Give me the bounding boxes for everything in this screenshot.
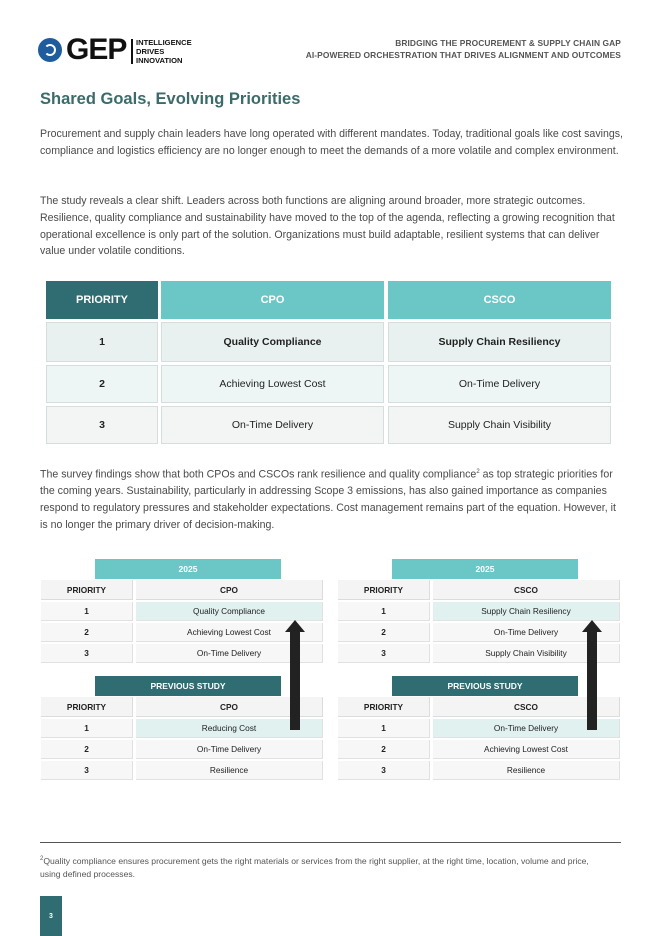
footnote-divider bbox=[40, 842, 621, 843]
table-cell: Achieving Lowest Cost bbox=[433, 740, 620, 759]
table-cell: 2 bbox=[338, 740, 430, 759]
csco-previous-banner: PREVIOUS STUDY bbox=[392, 676, 578, 696]
table-cell: On-Time Delivery bbox=[161, 406, 384, 444]
table-cell: 1 bbox=[338, 719, 430, 738]
findings-paragraph bbox=[40, 464, 625, 534]
table-cell: Achieving Lowest Cost bbox=[161, 365, 384, 403]
arrow-shaft bbox=[587, 630, 597, 730]
gep-globe-icon bbox=[38, 38, 62, 62]
table-cell: 2 bbox=[41, 623, 133, 642]
table-cell: On-Time Delivery bbox=[136, 740, 323, 759]
table-header-cpo: CPO bbox=[136, 697, 323, 717]
arrow-shaft bbox=[290, 630, 300, 730]
footnote-marker: 2 bbox=[40, 856, 44, 862]
table-cell: Supply Chain Visibility bbox=[433, 644, 620, 663]
table-cell: 3 bbox=[338, 761, 430, 780]
logo-wordmark: GEP bbox=[66, 33, 127, 66]
table-header-priority: PRIORITY bbox=[41, 580, 133, 600]
csco-2025-banner: 2025 bbox=[392, 559, 578, 579]
arrow-up-icon bbox=[290, 620, 300, 730]
table-cell: Resilience bbox=[433, 761, 620, 780]
table-cell: 3 bbox=[41, 644, 133, 663]
logo-tagline bbox=[136, 38, 192, 66]
table-cell: 1 bbox=[46, 322, 158, 362]
table-cell: 2 bbox=[46, 365, 158, 403]
table-cell: Resilience bbox=[136, 761, 323, 780]
table-header-cpo: CPO bbox=[161, 281, 384, 319]
table-cell: Quality Compliance bbox=[136, 602, 323, 621]
table-cell: Supply Chain Visibility bbox=[388, 406, 611, 444]
footnote-ref: 2 bbox=[476, 469, 480, 475]
logo-divider bbox=[131, 39, 133, 64]
cpo-previous-banner: PREVIOUS STUDY bbox=[95, 676, 281, 696]
footnote-text: Quality compliance ensures procurement gets the right materials or services from the right supplier, at the right time, location, volume and price, using defined processes. bbox=[40, 855, 589, 879]
table-cell: On-Time Delivery bbox=[388, 365, 611, 403]
report-title bbox=[306, 38, 621, 61]
table-cell: Reducing Cost bbox=[136, 719, 323, 738]
cpo-2025-banner: 2025 bbox=[95, 559, 281, 579]
table-cell: Supply Chain Resiliency bbox=[433, 602, 620, 621]
study-paragraph: The study reveals a clear shift. Leaders across both functions are aligning around broader, more strategic outcomes. Resilience, quality compliance and sustainability have moved to the top of the agenda, reflecting a growing recognition that operational excellence is only part of the solution. Organizations must build adaptable, resilient systems that can deliver value under volatile conditions. bbox=[40, 195, 615, 258]
page-number: 3 bbox=[40, 896, 62, 936]
table-cell: 1 bbox=[41, 602, 133, 621]
table-cell: 2 bbox=[338, 623, 430, 642]
table-cell: On-Time Delivery bbox=[433, 623, 620, 642]
table-cell: On-Time Delivery bbox=[433, 719, 620, 738]
table-cell: 3 bbox=[338, 644, 430, 663]
table-header-priority: PRIORITY bbox=[46, 281, 158, 319]
footnote bbox=[40, 853, 600, 881]
table-cell: 1 bbox=[338, 602, 430, 621]
table-header-priority: PRIORITY bbox=[41, 697, 133, 717]
findings-text-cont: as top strategic priorities for the coming years. Sustainability, particularly in addressing Scope 3 emissions, has also gained importance as companies respond to regulatory pressures and stakeholder expectations. Cost management remains part of the equation. However, it is no longer the primary driver of decision-making. bbox=[40, 468, 616, 531]
section-title: Shared Goals, Evolving Priorities bbox=[40, 90, 301, 108]
table-header-csco: CSCO bbox=[388, 281, 611, 319]
table-cell: 2 bbox=[41, 740, 133, 759]
logo-tagline-line: DRIVES bbox=[136, 47, 165, 57]
table-cell: On-Time Delivery bbox=[136, 644, 323, 663]
table-header-cpo: CPO bbox=[136, 580, 323, 600]
table-cell: 1 bbox=[41, 719, 133, 738]
gep-logo bbox=[38, 33, 208, 68]
table-cell: Quality Compliance bbox=[161, 322, 384, 362]
table-cell: Supply Chain Resiliency bbox=[388, 322, 611, 362]
intro-paragraph: Procurement and supply chain leaders have long operated with different mandates. Today, traditional goals like cost savings, compliance and logistics efficiency are no longer enough to meet the demands of a more volatile and complex environment. bbox=[40, 128, 624, 157]
findings-text: The survey findings show that both CPOs and CSCOs rank resilience and quality compliance bbox=[40, 468, 477, 481]
table-header-csco: CSCO bbox=[433, 697, 620, 717]
logo-tagline-line: INNOVATION bbox=[136, 56, 183, 66]
table-header-priority: PRIORITY bbox=[338, 697, 430, 717]
report-title-line2: AI-POWERED ORCHESTRATION THAT DRIVES ALIGNMENT AND OUTCOMES bbox=[305, 49, 621, 60]
table-header-priority: PRIORITY bbox=[338, 580, 430, 600]
arrow-up-icon bbox=[587, 620, 597, 730]
report-title-line1: BRIDGING THE PROCUREMENT & SUPPLY CHAIN GAP bbox=[395, 38, 621, 48]
logo-tagline-line: INTELLIGENCE bbox=[136, 38, 192, 47]
table-cell: Achieving Lowest Cost bbox=[136, 623, 323, 642]
table-cell: 3 bbox=[41, 761, 133, 780]
table-header-csco: CSCO bbox=[433, 580, 620, 600]
table-cell: 3 bbox=[46, 406, 158, 444]
